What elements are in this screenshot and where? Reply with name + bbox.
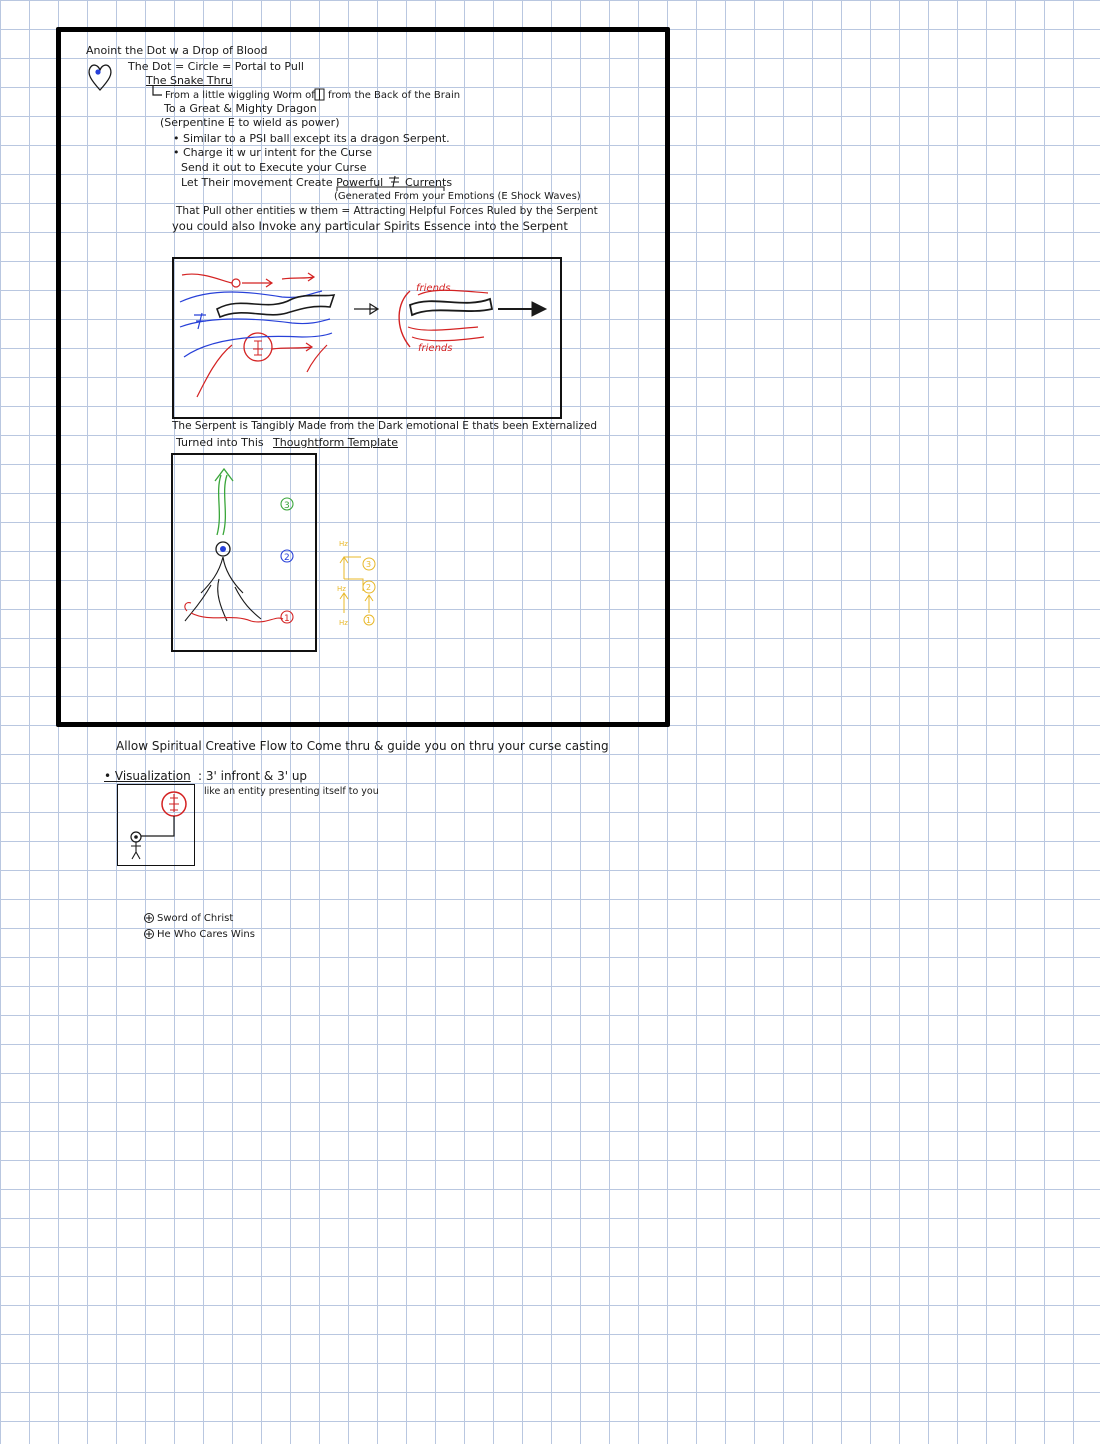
hz-label-top: Hz [339,540,348,548]
note-line-4b: from the Back of the Brain [328,90,461,101]
level-2-label: 2 [284,553,290,563]
note-line-4: From a little wiggling Worm of [165,90,315,101]
yellow-level-1: 1 [366,616,372,625]
visualization-sketch [117,784,197,868]
serpent-diagram [172,257,562,419]
plus-circle-icon-2 [143,928,155,940]
note-line-2: The Dot = Circle = Portal to Pull [128,60,304,73]
box-glyph [314,88,325,101]
yellow-level-3: 3 [366,560,372,569]
yellow-level-2: 2 [366,583,372,592]
note-line-6: (Serpentine E to wield as power) [160,116,340,129]
note-line-9: Send it out to Execute your Curse [181,161,367,174]
note-line-8: • Charge it w ur intent for the Curse [173,146,373,159]
note-line-14: The Serpent is Tangibly Made from the Dark emotional E thats been Externalized [172,420,598,432]
heart-icon [87,62,113,92]
note-line-16: Allow Spiritual Creative Flow to Come thru & guide you on thru your curse casting [116,739,609,753]
note-line-20: He Who Cares Wins [157,929,255,940]
note-line-7: • Similar to a PSI ball except its a dragon Serpent. [173,132,450,145]
note-line-3: The Snake Thru [146,74,233,87]
note-line-10: Let Their movement Create Powerful [181,176,384,189]
note-line-18: like an entity presenting itself to you [204,786,379,797]
note-line-13: you could also Invoke any particular Spirits Essence into the Serpent [172,219,568,233]
note-line-11: (Generated From your Emotions (E Shock Waves) [334,191,581,202]
note-line-15b: Thoughtform Template [273,436,398,449]
note-line-17a: • Visualization [104,769,191,783]
hz-label-bottom: Hz [339,619,348,627]
hz-label-mid: Hz [337,585,346,593]
note-line-19: Sword of Christ [157,913,234,924]
note-line-15a: Turned into This [176,436,264,449]
bracket-mark [151,86,163,98]
friends-label-bottom: friends [418,343,453,354]
note-line-17b: : 3' infront & 3' up [198,769,308,783]
thoughtform-diagram [171,453,391,653]
note-line-10b: Currents [405,176,453,189]
note-line-12: That Pull other entities w them = Attracting Helpful Forces Ruled by the Serpent [176,205,598,217]
friends-label-top: friends [416,283,451,294]
plus-circle-icon [143,912,155,924]
level-1-label: 1 [284,614,290,624]
note-line-1: Anoint the Dot w a Drop of Blood [86,44,268,57]
level-3-label: 3 [284,501,290,511]
note-line-5: To a Great & Mighty Dragon [164,102,317,115]
